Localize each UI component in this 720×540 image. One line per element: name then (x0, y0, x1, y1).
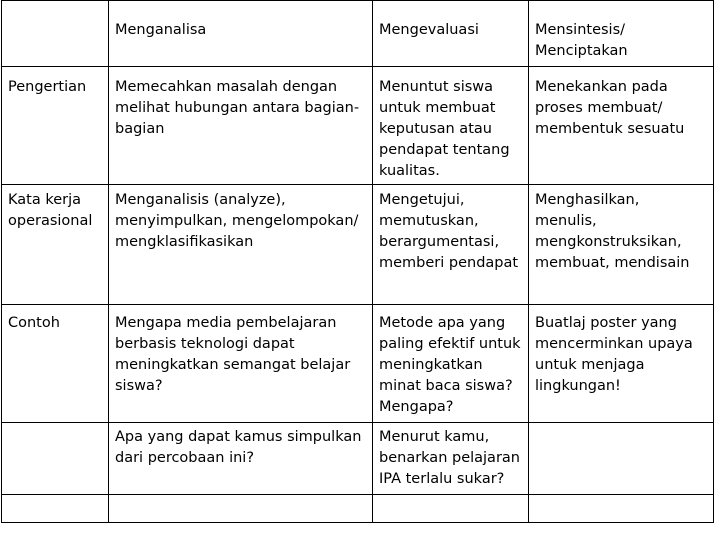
header-mensintesis: Mensintesis/ Menciptakan (529, 1, 714, 67)
cell-analisa: Mengapa media pembelajaran berbasis teknologi dapat meningkatkan semangat belajar siswa? (109, 305, 373, 423)
header-menganalisa: Menganalisa (109, 1, 373, 67)
header-empty-cell (2, 1, 109, 67)
cell-sintesis-empty (529, 495, 714, 523)
header-row (2, 1, 714, 67)
row-label-pengertian: Pengertian (2, 67, 109, 185)
table-row (2, 185, 714, 305)
cell-evaluasi: Menurut kamu, benarkan pelajaran IPA terlalu sukar? (373, 423, 529, 495)
row-label-empty (2, 423, 109, 495)
cell-analisa: Memecahkan masalah dengan melihat hubungan antara bagian- bagian (109, 67, 373, 185)
header-mengevaluasi: Mengevaluasi (373, 1, 529, 67)
taxonomy-table (1, 0, 714, 523)
table-row (2, 305, 714, 423)
cell-sintesis-empty (529, 423, 714, 495)
row-label-contoh: Contoh (2, 305, 109, 423)
row-label-empty (2, 495, 109, 523)
cell-sintesis: Menekankan pada proses membuat/ membentuk sesuatu (529, 67, 714, 185)
cell-analisa-empty (109, 495, 373, 523)
table-row (2, 67, 714, 185)
cell-analisa: Menganalisis (analyze), menyimpulkan, mengelompokan/ mengklasifikasikan (109, 185, 373, 305)
cell-sintesis: Menghasilkan, menulis, mengkonstruksikan, membuat, mendisain (529, 185, 714, 305)
table-row (2, 423, 714, 495)
cell-evaluasi: Menuntut siswa untuk membuat keputusan atau pendapat tentang kualitas. (373, 67, 529, 185)
table-row (2, 495, 714, 523)
cell-sintesis: Buatlaj poster yang mencerminkan upaya untuk menjaga lingkungan! (529, 305, 714, 423)
row-label-kata-kerja: Kata kerja operasional (2, 185, 109, 305)
cell-evaluasi: Metode apa yang paling efektif untuk meningkatkan minat baca siswa? Mengapa? (373, 305, 529, 423)
cell-analisa: Apa yang dapat kamus simpulkan dari percobaan ini? (109, 423, 373, 495)
cell-evaluasi-empty (373, 495, 529, 523)
cell-evaluasi: Mengetujui, memutuskan, berargumentasi, memberi pendapat (373, 185, 529, 305)
